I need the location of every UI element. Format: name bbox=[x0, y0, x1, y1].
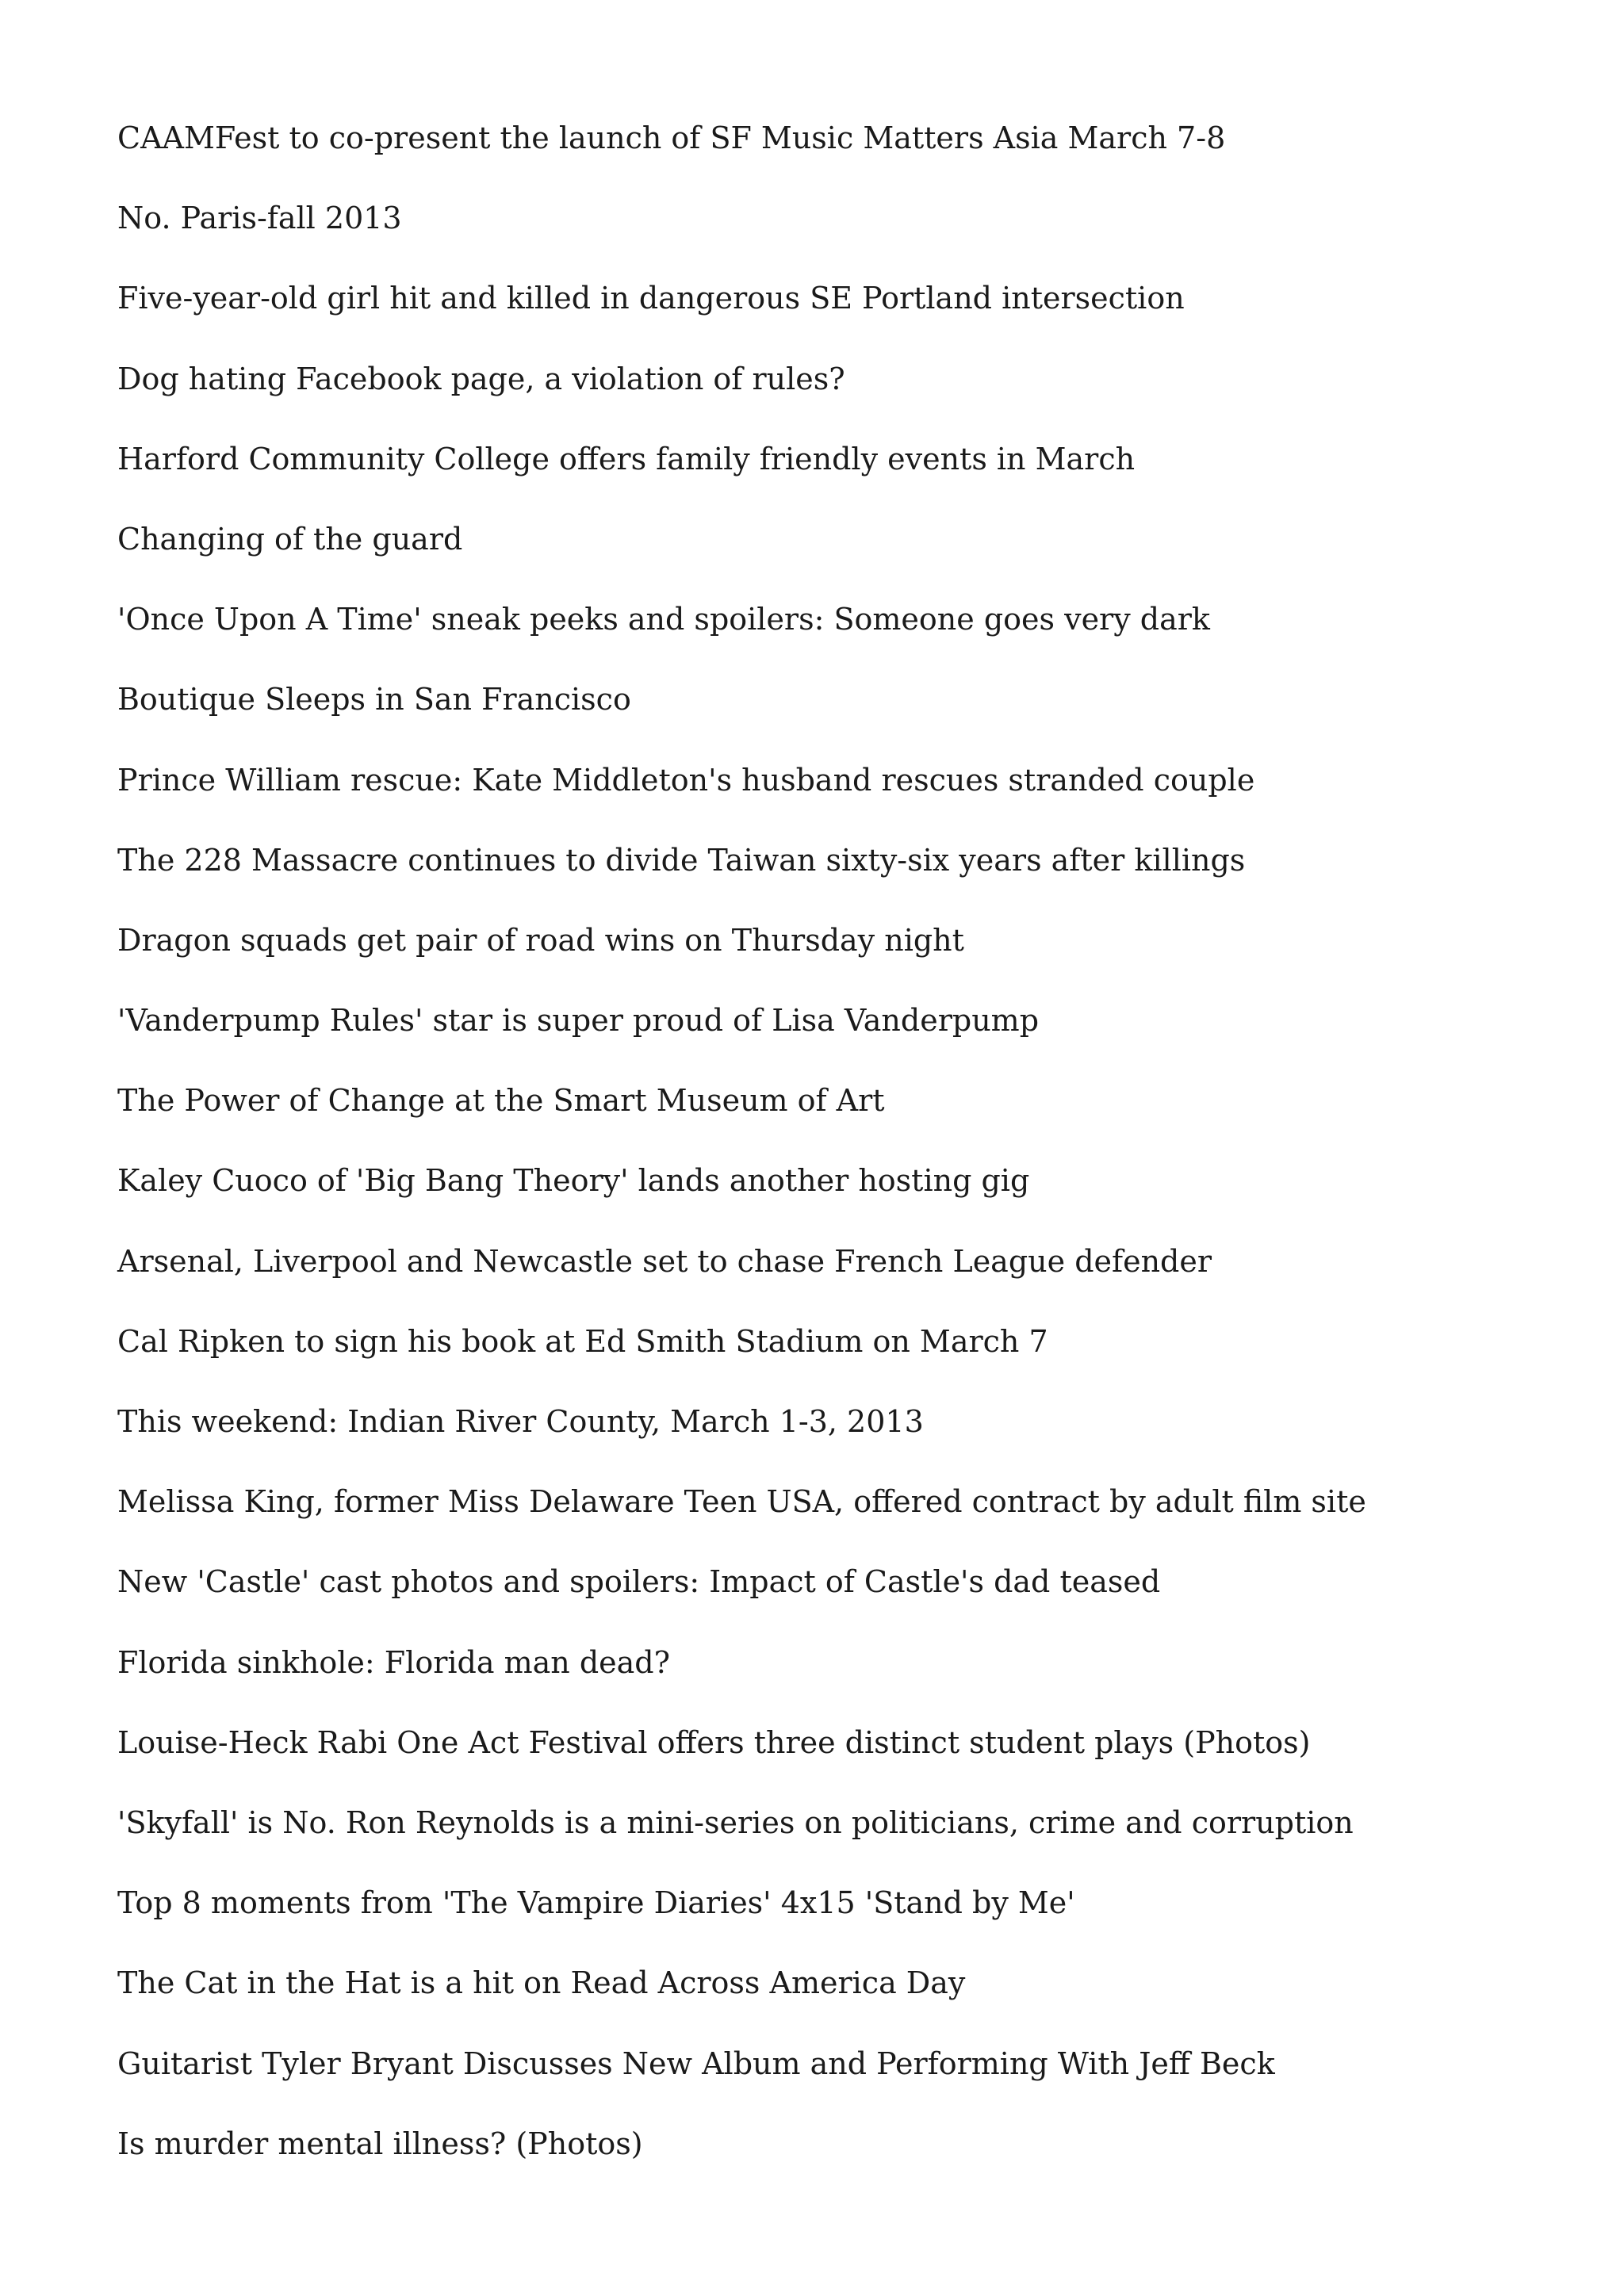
headline-item: 'Skyfall' is No. Ron Reynolds is a mini-series on politicians, crime and corruption bbox=[117, 1804, 1354, 1840]
headline-item: Cal Ripken to sign his book at Ed Smith Stadium on March 7 bbox=[117, 1323, 1048, 1359]
headline-item: 'Once Upon A Time' sneak peeks and spoilers: Someone goes very dark bbox=[117, 602, 1210, 637]
headline-item: Changing of the guard bbox=[117, 521, 463, 557]
headline-item: Prince William rescue: Kate Middleton's husband rescues stranded couple bbox=[117, 762, 1255, 798]
headline-item: Dragon squads get pair of road wins on Thursday night bbox=[117, 922, 964, 958]
headline-item: The Cat in the Hat is a hit on Read Across America Day bbox=[117, 1965, 966, 2001]
headline-item: Kaley Cuoco of 'Big Bang Theory' lands another hosting gig bbox=[117, 1163, 1030, 1199]
headline-item: Top 8 moments from 'The Vampire Diaries' 4x15 'Stand by Me' bbox=[117, 1885, 1075, 1921]
headline-item: Melissa King, former Miss Delaware Teen USA, offered contract by adult film site bbox=[117, 1484, 1366, 1520]
headline-item: Dog hating Facebook page, a violation of rules? bbox=[117, 361, 845, 396]
headline-item: Five-year-old girl hit and killed in dangerous SE Portland intersection bbox=[117, 281, 1185, 316]
headline-item: This weekend: Indian River County, March 1-3, 2013 bbox=[117, 1404, 924, 1439]
headline-item: The 228 Massacre continues to divide Taiwan sixty-six years after killings bbox=[117, 842, 1246, 878]
headline-item: Boutique Sleeps in San Francisco bbox=[117, 682, 631, 718]
headline-item: Florida sinkhole: Florida man dead? bbox=[117, 1644, 670, 1680]
headline-item: Is murder mental illness? (Photos) bbox=[117, 2126, 643, 2161]
headline-item: Arsenal, Liverpool and Newcastle set to chase French League defender bbox=[117, 1243, 1212, 1279]
headline-item: New 'Castle' cast photos and spoilers: Impact of Castle's dad teased bbox=[117, 1564, 1161, 1600]
headline-item: The Power of Change at the Smart Museum of Art bbox=[117, 1083, 885, 1119]
headline-item: No. Paris-fall 2013 bbox=[117, 201, 402, 236]
headline-item: Guitarist Tyler Bryant Discusses New Album and Performing With Jeff Beck bbox=[117, 2045, 1275, 2081]
headline-list bbox=[117, 119, 1545, 2205]
headline-item: 'Vanderpump Rules' star is super proud of Lisa Vanderpump bbox=[117, 1003, 1040, 1039]
headline-item: Louise-Heck Rabi One Act Festival offers three distinct student plays (Photos) bbox=[117, 1724, 1311, 1760]
headline-item: CAAMFest to co-present the launch of SF Music Matters Asia March 7-8 bbox=[117, 121, 1226, 155]
headline-item: Harford Community College offers family friendly events in March bbox=[117, 441, 1136, 476]
